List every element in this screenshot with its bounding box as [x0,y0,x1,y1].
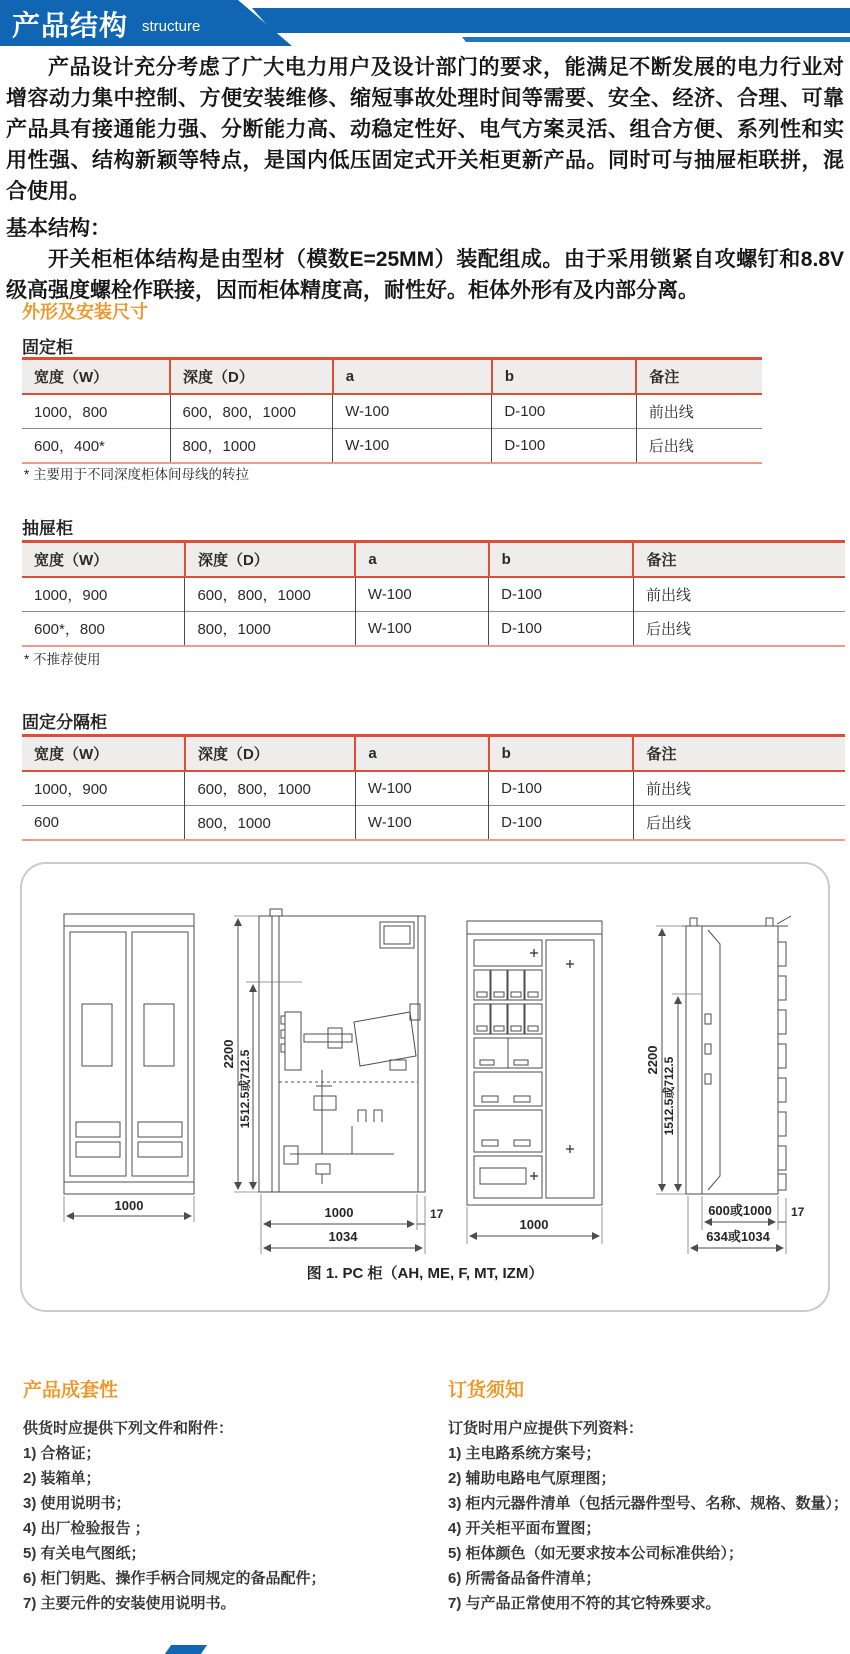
page-title: 产品结构 [12,10,129,41]
col-header-a: a [333,359,492,395]
cell: D-100 [492,429,636,464]
table-header-row [22,542,845,578]
dim-label-side-depth: 1000 [324,1205,354,1220]
col-header-remark: 备注 [633,736,845,772]
col-header-width: 宽度（W） [22,359,170,395]
cell: 后出线 [636,429,762,464]
spec-table-drawer-cabinet [22,540,845,647]
cell: 600，400* [34,438,105,455]
page-header-banner [0,0,850,50]
dim-label-side2-total-depth: 634或1034 [706,1229,770,1244]
cell: 600，800，1000 [185,577,355,612]
dim-label-side2-depth: 600或1000 [708,1203,772,1218]
cell: 600*，800 [34,621,105,638]
dim-label-side-height: 2200 [221,1039,236,1069]
table-title-fixed-cabinet: 固定柜 [22,338,73,357]
cell: D-100 [489,577,634,612]
list-item: 3) 使用说明书； [23,1495,131,1512]
list-item: 5) 柜体颜色（如无要求按本公司标准供给）； [448,1545,744,1562]
side-view [645,916,805,1254]
list-item: 5) 有关电气图纸； [23,1545,146,1562]
dim-label-side2-gap: 17 [791,1205,805,1219]
cell: 800，1000 [170,429,333,464]
intro-paragraph-1: 产品设计充分考虑了广大电力用户及设计部门的要求，能满足不断发展的电力行业对增容动力集中控制、方便安装维修、缩短事故处理时间等需要、安全、经济、合理、可靠产品具有接通能力强、分断能力高、动稳定性好、电气方案灵活、组合方便、系列性和实用性强、结构新颖等特点，是国内低压固定式开关柜更新产品。同时可与抽屉柜联拼，混合使用。 [6,56,844,203]
footer-accent [165,1645,207,1654]
list-item: 1) 主电路系统方案号； [448,1445,601,1462]
cell: 800，1000 [185,612,355,647]
table-row [22,394,762,429]
table-row [22,429,762,464]
spec-table-fixed-cabinet [22,357,762,464]
col-header-b: b [489,736,634,772]
cell: W-100 [355,612,488,647]
col-header-b: b [492,359,636,395]
list-item: 6) 柜门钥匙、操作手柄合同规定的备品配件； [23,1570,326,1587]
header-band [252,8,850,33]
header-thin-stripe [462,37,850,42]
cell: D-100 [489,806,634,841]
figure-caption: 图 1. PC 柜（AH, ME, F, MT, IZM） [306,1265,544,1282]
table-header-row [22,359,762,395]
table-header-row [22,736,845,772]
cell: D-100 [489,771,634,806]
cell: 1000，800 [34,404,108,421]
completeness-section [23,1375,425,1616]
cell: 前出线 [633,577,845,612]
cell: W-100 [355,806,488,841]
cell: W-100 [333,394,492,429]
side-section-view [221,909,444,1254]
cell: W-100 [333,429,492,464]
list-item: 4) 出厂检验报告 ； [23,1520,150,1537]
list-item: 7) 主要元件的安装使用说明书。 [23,1595,236,1612]
table-row [22,771,845,806]
list-item: 7) 与产品正常使用不符的其它特殊要求。 [448,1595,721,1612]
intro-paragraph-2: 开关柜柜体结构是由型材（模数E=25MM）装配组成。由于采用锁紧自攻螺钉和8.8V级高强度螺栓作联接，因而柜体精度高，耐性好。柜体外形有及内部分离。 [6,248,844,302]
basic-structure-label: 基本结构： [6,217,111,240]
figure-box [20,862,830,1312]
front-view-fixed-cabinet [64,914,194,1222]
cell: 1000，900 [34,587,108,604]
col-header-depth: 深度（D） [170,359,333,395]
cell: 前出线 [636,394,762,429]
col-header-depth: 深度（D） [185,736,355,772]
col-header-remark: 备注 [636,359,762,395]
front-view-drawer-cabinet [467,921,602,1244]
dim-label-front-width: 1000 [114,1198,144,1213]
cell: 600 [34,814,60,831]
list-item: 1) 合格证； [23,1445,101,1462]
table-title-drawer-cabinet: 抽屉柜 [22,519,73,538]
cell: 后出线 [633,612,845,647]
table-row [22,577,845,612]
col-header-remark: 备注 [633,542,845,578]
dim-label-drawer-width: 1000 [519,1217,549,1232]
completeness-heading: 产品成套性 [23,1380,119,1401]
col-header-b: b [489,542,634,578]
footnote-drawer-cabinet: * 不推荐使用 [24,652,101,667]
col-header-width: 宽度（W） [22,736,185,772]
cell: W-100 [355,577,488,612]
dim-label-side2-height: 2200 [645,1045,660,1075]
dimensions-heading: 外形及安装尺寸 [22,302,148,322]
cell: D-100 [492,394,636,429]
table-row [22,612,845,647]
ordering-intro: 订货时用户应提供下列资料： [448,1420,644,1437]
col-header-a: a [355,736,488,772]
footnote-fixed-cabinet: * 主要用于不同深度柜体间母线的转拉 [24,467,250,482]
cell: 600，800，1000 [170,394,333,429]
cell: 600，800，1000 [185,771,355,806]
list-item: 6) 所需备品备件清单； [448,1570,601,1587]
list-item: 2) 装箱单； [23,1470,101,1487]
cell: 1000，900 [34,781,108,798]
list-item: 3) 柜内元器件清单（包括元器件型号、名称、规格、数量）； [448,1495,849,1512]
col-header-depth: 深度（D） [185,542,355,578]
cell: W-100 [355,771,488,806]
cell: 后出线 [633,806,845,841]
ordering-heading: 订货须知 [448,1380,525,1401]
ordering-section [448,1375,850,1616]
page-subtitle: structure [142,18,201,35]
technical-drawing [22,864,828,1310]
dim-label-side-total-depth: 1034 [328,1229,358,1244]
cell: D-100 [489,612,634,647]
col-header-a: a [355,542,488,578]
cell: 前出线 [633,771,845,806]
intro-section [6,52,844,306]
table-title-partition-cabinet: 固定分隔柜 [22,713,107,732]
completeness-intro: 供货时应提供下列文件和附件： [23,1420,234,1437]
col-header-width: 宽度（W） [22,542,185,578]
list-item: 4) 开关柜平面布置图； [448,1520,601,1537]
cell: 800，1000 [185,806,355,841]
dim-label-side2-inner-height: 1512.5或712.5 [662,1056,676,1136]
list-item: 2) 辅助电路电气原理图； [448,1470,616,1487]
dim-label-side-gap: 17 [430,1207,444,1221]
spec-table-partition-cabinet [22,734,845,841]
dim-label-side-inner-height: 1512.5或712.5 [238,1049,252,1129]
table-row [22,806,845,841]
